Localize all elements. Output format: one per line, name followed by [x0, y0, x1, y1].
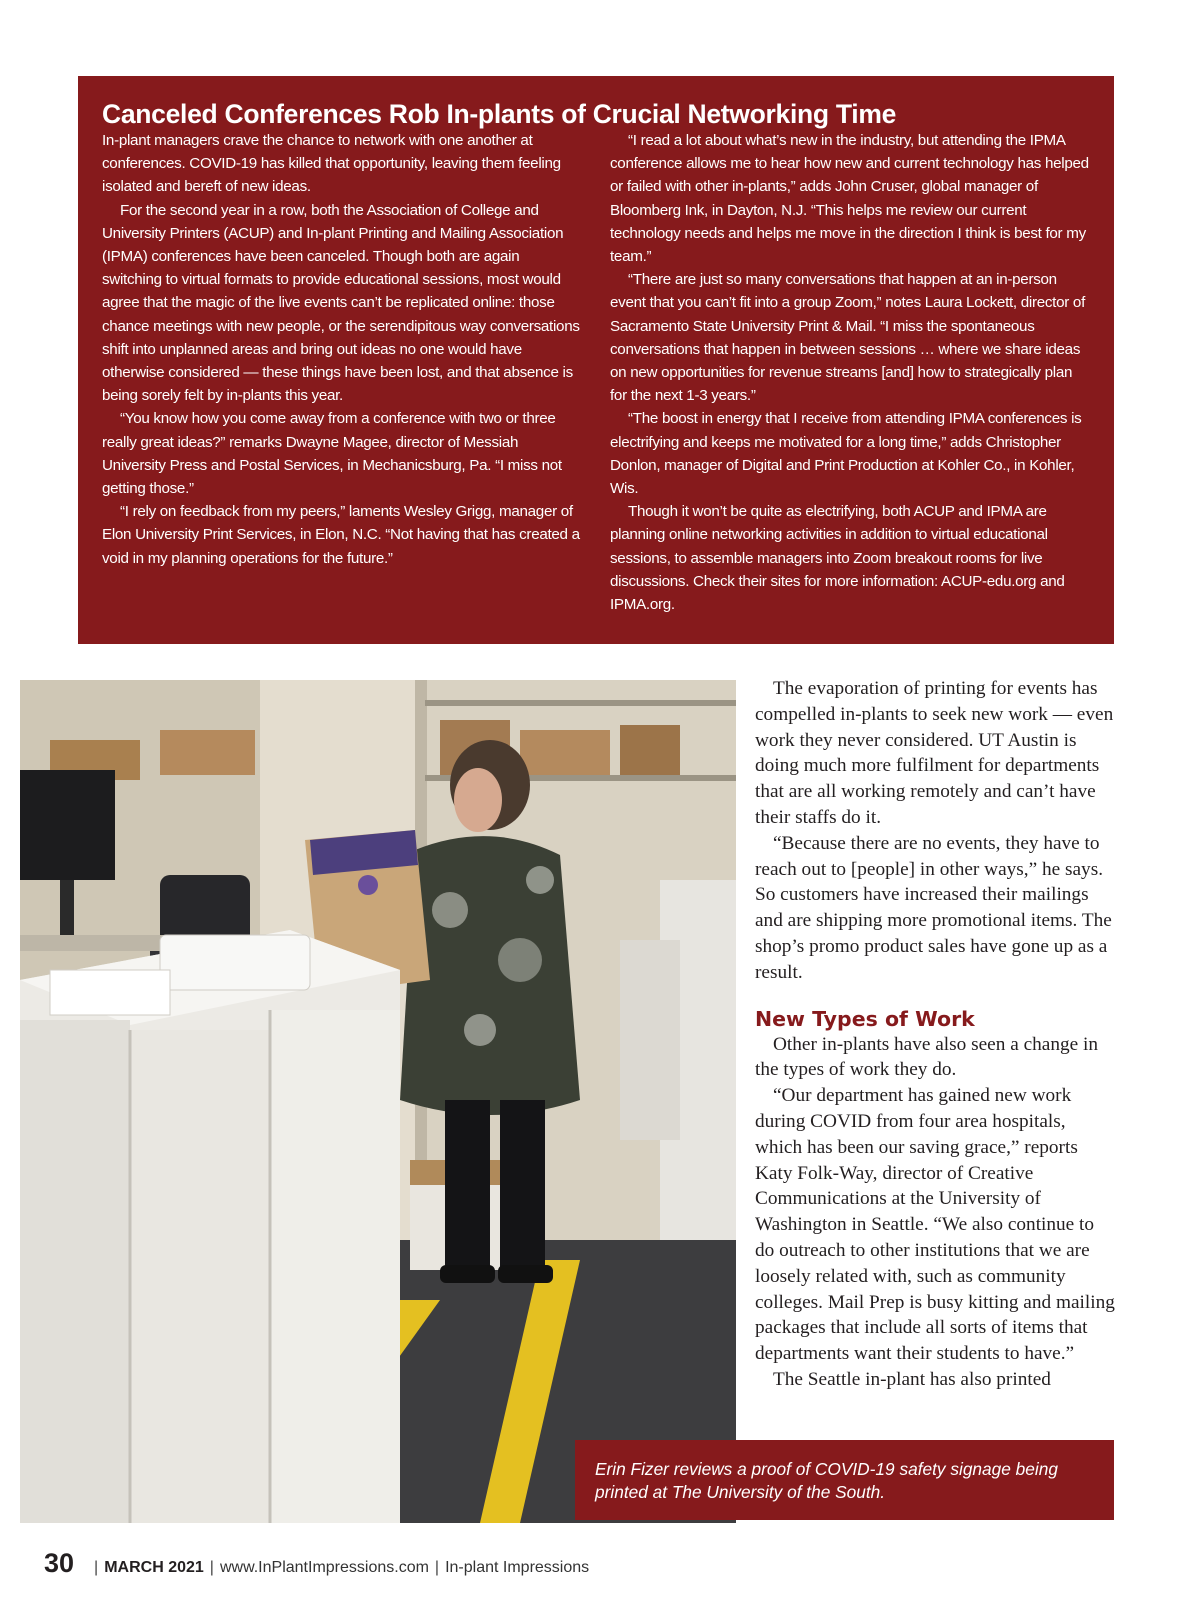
- page-footer: [44, 1548, 589, 1588]
- footer-publication: In-plant Impressions: [445, 1559, 590, 1576]
- article-photo: [20, 680, 736, 1523]
- sidebar-paragraph: “I read a lot about what’s new in the industry, but attending the IPMA conference allows me to hear how new and current technology has helped or failed with other in-plants,” adds John Cruser, global manager of Bloomberg Ink, in Dayton, N.J. “This helps me review our current technology needs and helps me move in the direction I think is best for my team.”: [610, 132, 1089, 266]
- page-number: 30: [44, 1548, 75, 1578]
- sidebar-box: [78, 76, 1114, 644]
- photo-illustration: [20, 680, 736, 1523]
- article-paragraph: The Seattle in-plant has also printed: [773, 1368, 1051, 1390]
- sidebar-paragraph: In-plant managers crave the chance to network with one another at conferences. COVID-19 has killed that opportunity, leaving them feeling isolated and bereft of new ideas.: [102, 132, 561, 196]
- footer-separator: |: [434, 1559, 440, 1576]
- sidebar-title: Canceled Conferences Rob In-plants of Crucial Networking Time: [102, 99, 897, 129]
- sidebar-paragraph: “I rely on feedback from my peers,” laments Wesley Grigg, manager of Elon University Print Services, in Elon, N.C. “Not having that has created a void in my planning operations for the future.”: [102, 503, 580, 567]
- sidebar-paragraph: “The boost in energy that I receive from attending IPMA conferences is electrifying and keeps me motivated for a long time,” adds Christopher Donlon, manager of Digital and Print Production at Kohler Co., in Kohler, Wis.: [610, 410, 1082, 498]
- article-paragraph: Other in-plants have also seen a change in the types of work they do.: [755, 1033, 1098, 1081]
- photo-caption-box: [575, 1440, 1114, 1520]
- footer-separator: |: [209, 1559, 214, 1576]
- photo-caption: Erin Fizer reviews a proof of COVID-19 safety signage being printed at The University of the South.: [595, 1459, 1058, 1502]
- article-paragraph: “Our department has gained new work during COVID from four area hospitals, which has been our saving grace,” reports Katy Folk-Way, director of Creative Communications at the University of Washington in Seattle. “We also continue to do outreach to other institutions that we are loosely related with, such as community colleges. Mail Prep is busy kitting and mailing packages that include all sorts of items that departments want their students to have.”: [755, 1085, 1115, 1365]
- footer-separator: |: [94, 1559, 99, 1576]
- sidebar-paragraph: For the second year in a row, both the Association of College and University Printers (ACUP) and In-plant Printing and Mailing Association (IPMA) conferences have been canceled. Though both are again switching to virtual formats to provide educational sessions, most would agree that the magic of the live events can’t be replicated online: those chance meetings with new people, or the serendipitous way conversations shift into unplanned areas and bring out ideas no one would have otherwise considered — these things have been lost, and that absence is being sorely felt by in-plants this year.: [102, 201, 580, 405]
- article-body: [755, 676, 1117, 1393]
- article-paragraph: The evaporation of printing for events has compelled in-plants to seek new work — even work they never considered. UT Austin is doing much more fulfilment for departments that are all working remotely and can’t have their staffs do it.: [755, 678, 1114, 828]
- sidebar-paragraph: “There are just so many conversations that happen at an in-person event that you can’t fit into a group Zoom,” notes Laura Lockett, director of Sacramento State University Print & Mail. “I miss the spontaneous conversations that happen in between sessions … where we share ideas on new opportunities for revenue streams [and] how to strategically plan for the next 1-3 years.”: [610, 271, 1085, 405]
- section-heading: New Types of Work: [755, 1006, 975, 1031]
- article-paragraph: “Because there are no events, they have to reach out to [people] in other ways,” he says. So customers have increased their mailings and are shipping more promotional items. The shop’s promo product sales have gone up as a result.: [755, 832, 1112, 983]
- footer-date: MARCH 2021: [104, 1559, 204, 1576]
- footer-website: www.InPlantImpressions.com: [219, 1559, 429, 1576]
- sidebar-right-column: [610, 129, 1090, 616]
- sidebar-columns: [102, 129, 1090, 616]
- sidebar-paragraph: Though it won’t be quite as electrifying, both ACUP and IPMA are planning online networking activities in addition to virtual educational sessions, to assemble managers into Zoom breakout rooms for live discussions. Check their sites for more information: ACUP-edu.org and IPMA.org.: [610, 503, 1065, 614]
- sidebar-left-column: [102, 129, 582, 616]
- sidebar-paragraph: “You know how you come away from a conference with two or three really great ideas?” remarks Dwayne Magee, director of Messiah University Press and Postal Services, in Mechanicsburg, Pa. “I miss not getting those.”: [102, 410, 562, 498]
